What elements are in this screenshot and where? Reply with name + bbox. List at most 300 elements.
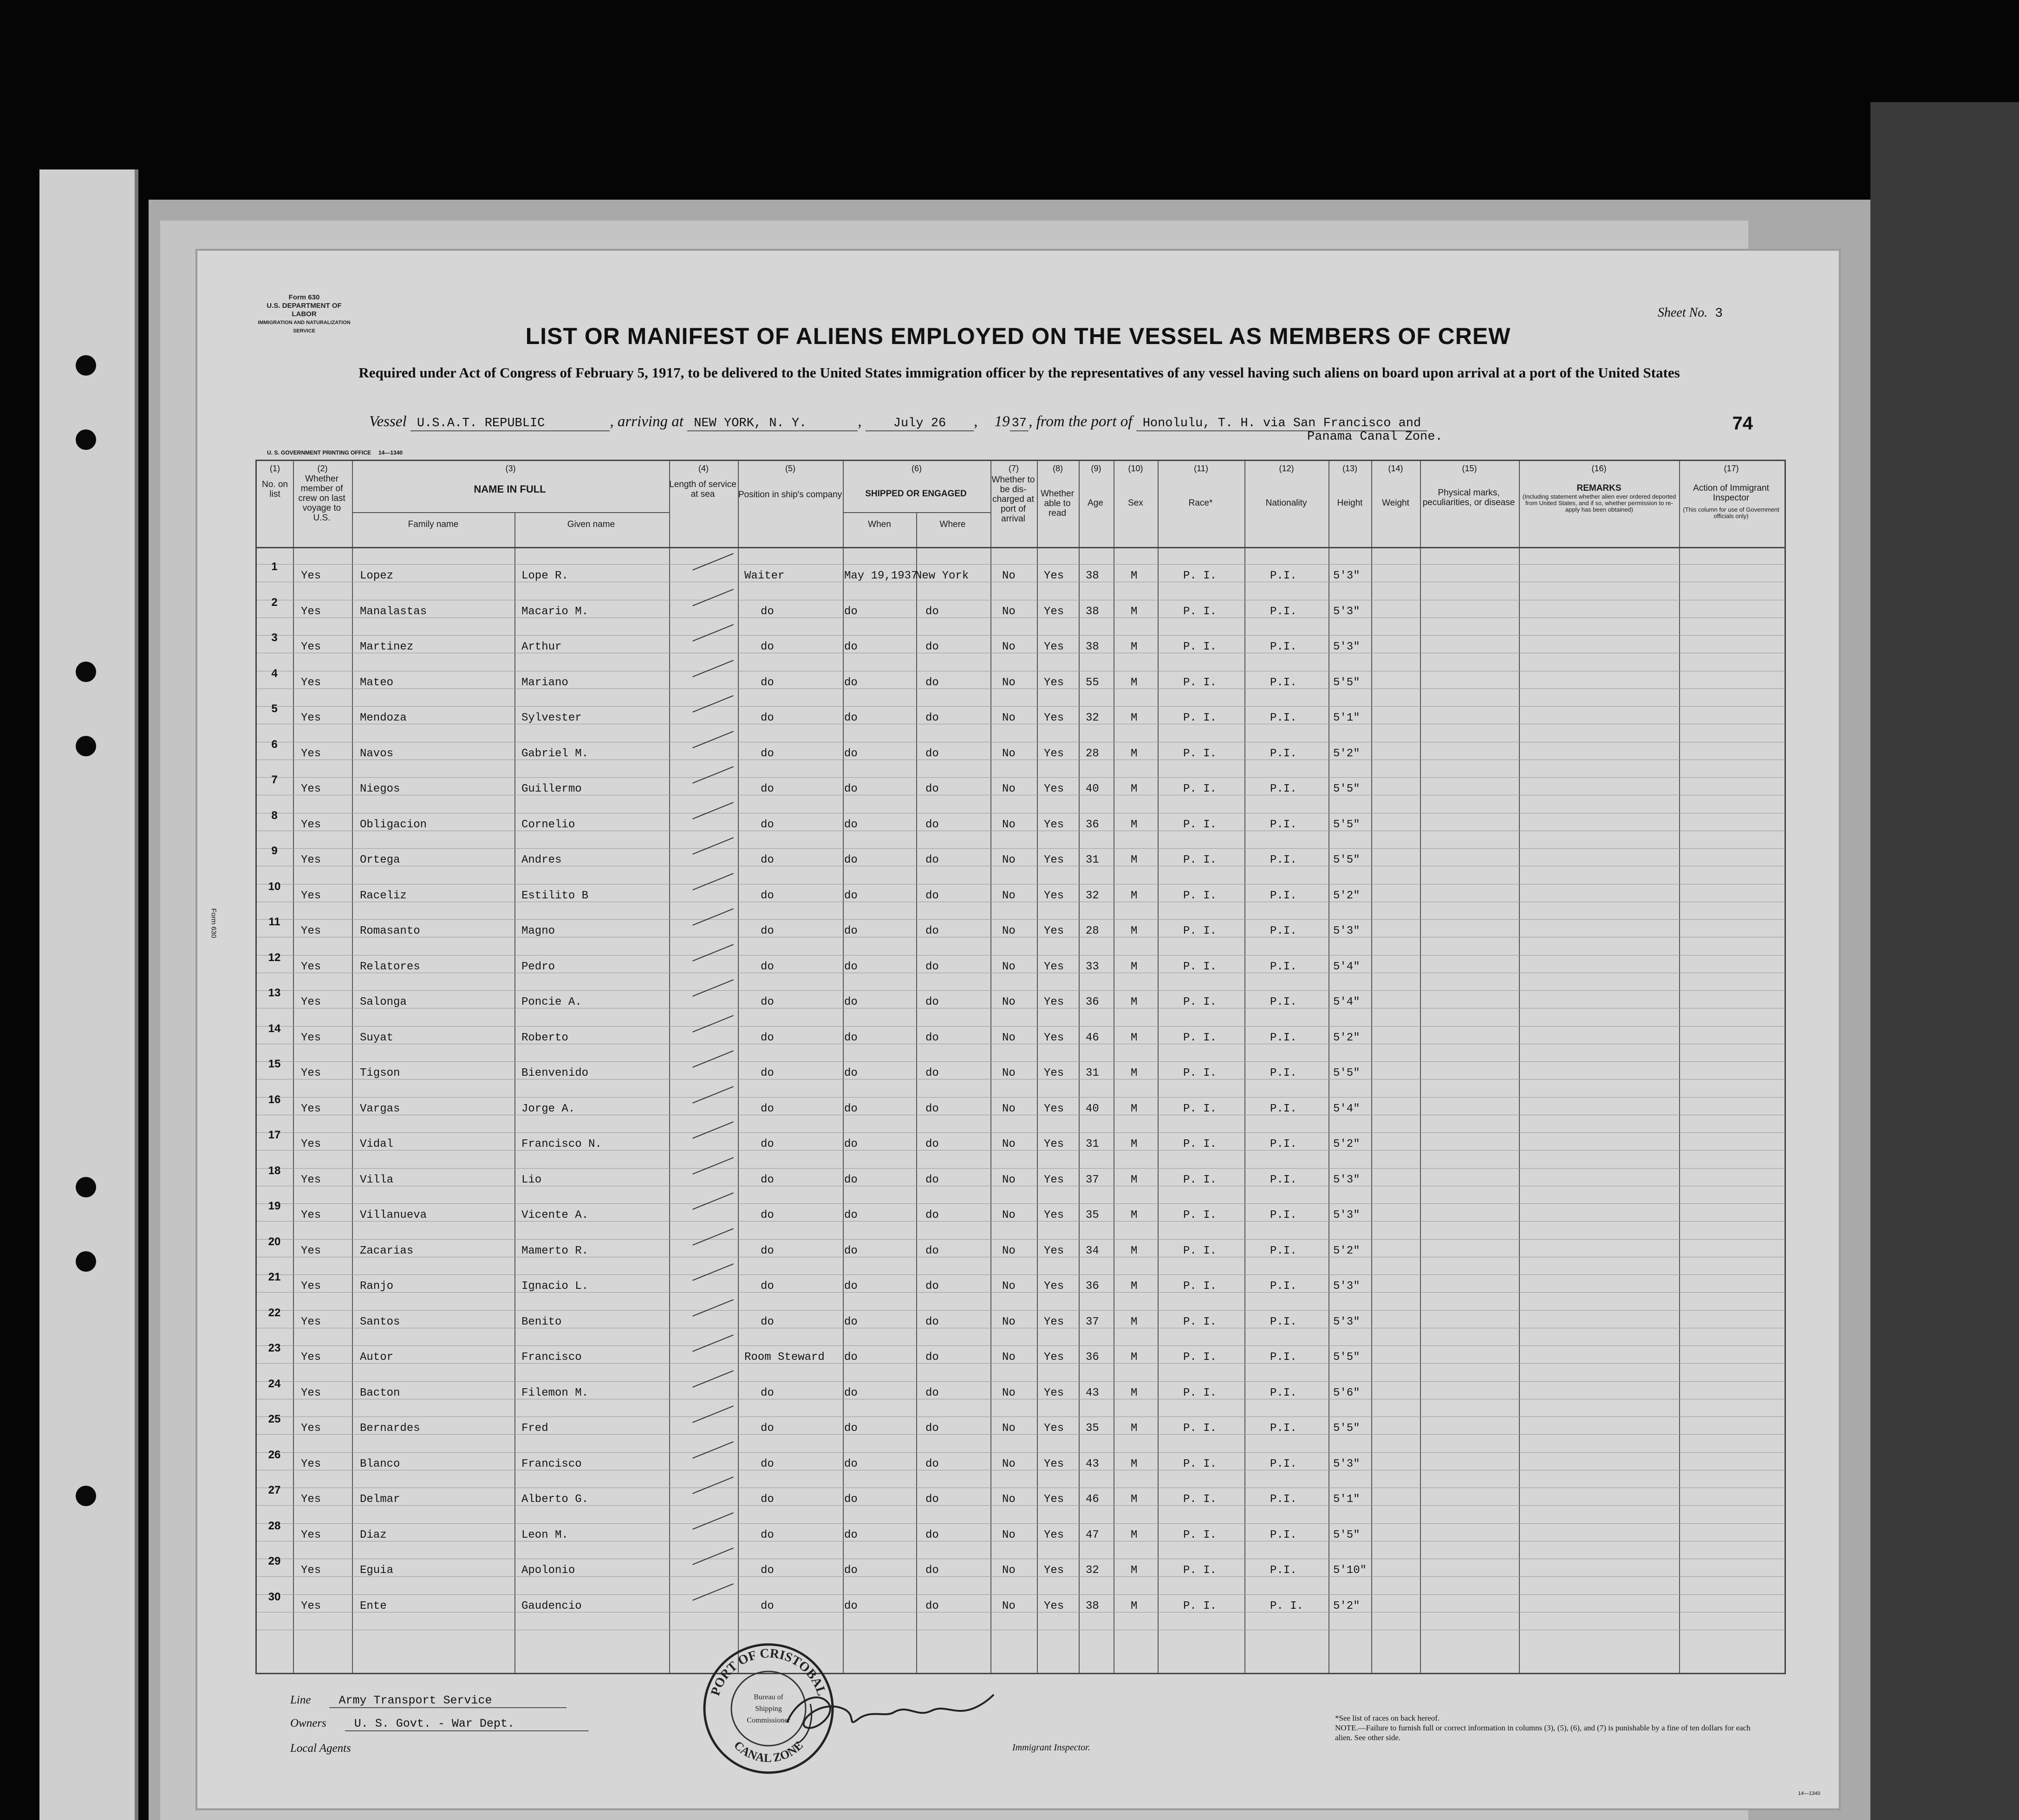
column-number: (2) bbox=[317, 464, 328, 473]
cell-given: Leon M. bbox=[521, 1528, 568, 1541]
cell-sex: M bbox=[1131, 676, 1138, 689]
row-rule bbox=[257, 1274, 1785, 1275]
sheet-label: Sheet No. bbox=[1657, 306, 1708, 320]
cell-when: do bbox=[844, 1067, 858, 1079]
service-tick-mark bbox=[692, 1263, 734, 1280]
cell-sex: M bbox=[1131, 889, 1138, 902]
row-rule bbox=[257, 1239, 1785, 1240]
cell-when: do bbox=[844, 1244, 858, 1257]
cell-height: 5'2" bbox=[1333, 1138, 1360, 1150]
cell-crew: Yes bbox=[301, 960, 321, 973]
cell-sex: M bbox=[1131, 1422, 1138, 1435]
cell-nationality: P.I. bbox=[1270, 1138, 1297, 1150]
cell-nationality: P.I. bbox=[1270, 1067, 1297, 1079]
cell-read: Yes bbox=[1044, 1457, 1064, 1470]
cell-when: do bbox=[844, 1422, 858, 1435]
cell-discharged: No bbox=[1002, 1067, 1016, 1079]
cell-when: do bbox=[844, 996, 858, 1008]
cell-nationality: P.I. bbox=[1270, 1386, 1297, 1399]
cell-age: 46 bbox=[1086, 1493, 1099, 1506]
column-number: (14) bbox=[1388, 464, 1403, 473]
column-number: (12) bbox=[1279, 464, 1294, 473]
service-tick-mark bbox=[692, 908, 734, 925]
cell-family: Ortega bbox=[360, 854, 400, 866]
col-race-header: Race* bbox=[1188, 498, 1213, 508]
row-rule bbox=[257, 706, 1785, 707]
cell-race: P. I. bbox=[1183, 641, 1217, 653]
cell-family: Raceliz bbox=[360, 889, 407, 902]
cell-when: do bbox=[844, 1351, 858, 1364]
row-rule bbox=[257, 1452, 1785, 1453]
cell-discharged: No bbox=[1002, 1599, 1016, 1612]
cell-nationality: P.I. bbox=[1270, 712, 1297, 724]
cell-given: Benito bbox=[521, 1315, 562, 1328]
cell-sex: M bbox=[1131, 925, 1138, 937]
service-tick-mark bbox=[692, 979, 734, 996]
row-rule bbox=[257, 635, 1785, 636]
cell-family: Ranjo bbox=[360, 1280, 394, 1293]
cell-race: P. I. bbox=[1183, 1102, 1217, 1115]
cell-discharged: No bbox=[1002, 605, 1016, 618]
col-height-header: Height bbox=[1337, 498, 1363, 508]
service-tick-mark bbox=[692, 1050, 734, 1067]
cell-where: do bbox=[925, 1138, 939, 1150]
cell-where: do bbox=[925, 1564, 939, 1577]
cell-race: P. I. bbox=[1183, 925, 1217, 937]
cell-read: Yes bbox=[1044, 1173, 1064, 1186]
cell-age: 36 bbox=[1086, 1280, 1099, 1293]
col-weight-header: Weight bbox=[1382, 498, 1409, 508]
cell-discharged: No bbox=[1002, 641, 1016, 653]
cell-family: Lopez bbox=[360, 570, 394, 582]
cell-sex: M bbox=[1131, 570, 1138, 582]
cell-race: P. I. bbox=[1183, 605, 1217, 618]
service-tick-mark bbox=[692, 1512, 734, 1529]
owners-value: U. S. Govt. - War Dept. bbox=[345, 1717, 589, 1731]
cell-age: 37 bbox=[1086, 1173, 1099, 1186]
column-number: (15) bbox=[1462, 464, 1477, 473]
cell-discharged: No bbox=[1002, 818, 1016, 831]
column-rule bbox=[1244, 461, 1245, 1673]
column-rule bbox=[1420, 461, 1421, 1673]
cell-nationality: P. I. bbox=[1270, 1599, 1304, 1612]
service-tick-mark bbox=[692, 766, 734, 783]
row-number: 13 bbox=[268, 987, 281, 999]
cell-race: P. I. bbox=[1183, 1351, 1217, 1364]
cell-height: 5'2" bbox=[1333, 1244, 1360, 1257]
cell-crew: Yes bbox=[301, 1422, 321, 1435]
cell-discharged: No bbox=[1002, 1102, 1016, 1115]
binder-hole bbox=[76, 1177, 96, 1197]
cell-height: 5'3" bbox=[1333, 1315, 1360, 1328]
column-number: (3) bbox=[505, 464, 516, 473]
cell-when: do bbox=[844, 925, 858, 937]
cell-read: Yes bbox=[1044, 1351, 1064, 1364]
cell-nationality: P.I. bbox=[1270, 1209, 1297, 1222]
column-number: (4) bbox=[698, 464, 709, 473]
cell-discharged: No bbox=[1002, 747, 1016, 760]
cell-given: Filemon M. bbox=[521, 1386, 589, 1399]
row-number: 11 bbox=[268, 916, 280, 928]
cell-sex: M bbox=[1131, 1493, 1138, 1506]
cell-given: Mamerto R. bbox=[521, 1244, 589, 1257]
cell-crew: Yes bbox=[301, 1457, 321, 1470]
row-rule bbox=[257, 919, 1785, 920]
owners-label: Owners bbox=[290, 1717, 326, 1729]
cell-sex: M bbox=[1131, 605, 1138, 618]
column-number: (6) bbox=[912, 464, 922, 473]
cell-sex: M bbox=[1131, 1138, 1138, 1150]
cell-position: do bbox=[761, 1528, 774, 1541]
cell-position: do bbox=[761, 925, 774, 937]
cell-family: Blanco bbox=[360, 1457, 400, 1470]
cell-crew: Yes bbox=[301, 889, 321, 902]
cell-position: Waiter bbox=[744, 570, 785, 582]
cell-given: Poncie A. bbox=[521, 996, 582, 1008]
row-rule bbox=[257, 1221, 1785, 1222]
column-rule bbox=[669, 461, 670, 1673]
row-rule bbox=[257, 1363, 1785, 1364]
cell-family: Villanueva bbox=[360, 1209, 427, 1222]
cell-family: Suyat bbox=[360, 1031, 394, 1044]
cell-sex: M bbox=[1131, 1386, 1138, 1399]
agents-field bbox=[290, 1742, 351, 1755]
cell-sex: M bbox=[1131, 818, 1138, 831]
service-tick-mark bbox=[692, 1370, 734, 1387]
cell-crew: Yes bbox=[301, 1067, 321, 1079]
cell-nationality: P.I. bbox=[1270, 996, 1297, 1008]
column-rule bbox=[990, 461, 991, 1673]
inspector-signature bbox=[778, 1671, 1001, 1746]
cell-height: 5'3" bbox=[1333, 1280, 1360, 1293]
cell-nationality: P.I. bbox=[1270, 1031, 1297, 1044]
cell-discharged: No bbox=[1002, 570, 1016, 582]
cell-age: 32 bbox=[1086, 1564, 1099, 1577]
header-rule bbox=[257, 547, 1785, 548]
cell-position: do bbox=[761, 641, 774, 653]
column-number: (17) bbox=[1724, 464, 1739, 473]
cell-when: do bbox=[844, 1138, 858, 1150]
stamp-bottom-text: CANAL ZONE bbox=[731, 1738, 806, 1765]
service-tick-mark bbox=[692, 837, 734, 854]
page-title: LIST OR MANIFEST OF ALIENS EMPLOYED ON THE VESSEL AS MEMBERS OF CREW bbox=[525, 323, 1511, 349]
cell-position: do bbox=[761, 1173, 774, 1186]
column-number: (1) bbox=[270, 464, 280, 473]
cell-discharged: No bbox=[1002, 960, 1016, 973]
service-tick-mark bbox=[692, 1192, 734, 1209]
row-number: 6 bbox=[271, 738, 278, 751]
row-rule bbox=[257, 1523, 1785, 1524]
service-tick-mark bbox=[692, 802, 734, 819]
cell-nationality: P.I. bbox=[1270, 1457, 1297, 1470]
cell-race: P. I. bbox=[1183, 818, 1217, 831]
cell-when: do bbox=[844, 1493, 858, 1506]
cell-discharged: No bbox=[1002, 1315, 1016, 1328]
cell-when: do bbox=[844, 712, 858, 724]
cell-sex: M bbox=[1131, 1031, 1138, 1044]
cell-race: P. I. bbox=[1183, 1457, 1217, 1470]
cell-race: P. I. bbox=[1183, 676, 1217, 689]
cell-height: 5'5" bbox=[1333, 1422, 1360, 1435]
cell-age: 35 bbox=[1086, 1209, 1099, 1222]
cell-given: Arthur bbox=[521, 641, 562, 653]
cell-height: 5'1" bbox=[1333, 1493, 1360, 1506]
col-action-header: Action of Immigrant Inspector bbox=[1693, 483, 1769, 503]
binder-hole bbox=[76, 662, 96, 682]
cell-crew: Yes bbox=[301, 712, 321, 724]
cell-nationality: P.I. bbox=[1270, 1315, 1297, 1328]
cell-nationality: P.I. bbox=[1270, 854, 1297, 866]
cell-race: P. I. bbox=[1183, 1315, 1217, 1328]
service-tick-mark bbox=[692, 873, 734, 890]
column-rule bbox=[1679, 461, 1680, 1673]
cell-race: P. I. bbox=[1183, 1422, 1217, 1435]
cell-position: Room Steward bbox=[744, 1351, 825, 1364]
cell-read: Yes bbox=[1044, 1422, 1064, 1435]
cell-family: Navos bbox=[360, 747, 394, 760]
cell-given: Francisco N. bbox=[521, 1138, 602, 1150]
cell-given: Pedro bbox=[521, 960, 555, 973]
service-tick-mark bbox=[692, 1157, 734, 1174]
cell-race: P. I. bbox=[1183, 889, 1217, 902]
row-number: 22 bbox=[268, 1306, 281, 1319]
cell-age: 31 bbox=[1086, 854, 1099, 866]
cell-family: Bacton bbox=[360, 1386, 400, 1399]
cell-family: Ente bbox=[360, 1599, 387, 1612]
cell-race: P. I. bbox=[1183, 960, 1217, 973]
cell-given: Estilito B bbox=[521, 889, 589, 902]
cell-age: 32 bbox=[1086, 889, 1099, 902]
cell-where: do bbox=[925, 1528, 939, 1541]
cell-when: do bbox=[844, 747, 858, 760]
row-number: 21 bbox=[268, 1271, 281, 1283]
column-number: (7) bbox=[1009, 464, 1019, 473]
cell-when: do bbox=[844, 1386, 858, 1399]
dark-edge bbox=[1870, 102, 2019, 1820]
cell-family: Autor bbox=[360, 1351, 394, 1364]
row-number: 17 bbox=[268, 1129, 281, 1141]
cell-read: Yes bbox=[1044, 570, 1064, 582]
cell-where: do bbox=[925, 1067, 939, 1079]
cell-sex: M bbox=[1131, 1067, 1138, 1079]
cell-sex: M bbox=[1131, 747, 1138, 760]
cell-crew: Yes bbox=[301, 1209, 321, 1222]
cell-read: Yes bbox=[1044, 783, 1064, 795]
cell-sex: M bbox=[1131, 1528, 1138, 1541]
row-rule bbox=[257, 1097, 1785, 1098]
cell-when: do bbox=[844, 818, 858, 831]
cell-crew: Yes bbox=[301, 1138, 321, 1150]
cell-sex: M bbox=[1131, 1564, 1138, 1577]
cell-height: 5'3" bbox=[1333, 641, 1360, 653]
voyage-line: Vessel U.S.A.T. REPUBLIC , arriving at NEW YORK, N. Y. , July 26 , 19 37 , from the port of Honolulu, T. H. via San Francisco and bbox=[369, 413, 1427, 430]
cell-crew: Yes bbox=[301, 1564, 321, 1577]
col-nationality-header: Nationality bbox=[1265, 498, 1307, 508]
cell-position: do bbox=[761, 889, 774, 902]
column-rule bbox=[916, 512, 917, 1673]
row-rule bbox=[257, 1434, 1785, 1435]
row-number: 8 bbox=[271, 809, 278, 822]
cell-when: do bbox=[844, 1528, 858, 1541]
row-number: 26 bbox=[268, 1448, 281, 1461]
cell-crew: Yes bbox=[301, 747, 321, 760]
service-tick-mark bbox=[692, 944, 734, 961]
row-rule bbox=[257, 990, 1785, 991]
cell-family: Mendoza bbox=[360, 712, 407, 724]
cell-where: do bbox=[925, 1457, 939, 1470]
cell-discharged: No bbox=[1002, 1422, 1016, 1435]
cell-where: do bbox=[925, 854, 939, 866]
cell-position: do bbox=[761, 1386, 774, 1399]
cell-race: P. I. bbox=[1183, 570, 1217, 582]
col-position-header: Position in ship's company bbox=[738, 490, 842, 500]
cell-height: 5'3" bbox=[1333, 605, 1360, 618]
row-rule bbox=[257, 1026, 1785, 1027]
arrival-date: July 26 bbox=[866, 416, 974, 431]
column-rule bbox=[1158, 461, 1159, 1673]
col-read-header: Whether able to read bbox=[1041, 489, 1074, 518]
cell-height: 5'5" bbox=[1333, 1067, 1360, 1079]
cell-age: 38 bbox=[1086, 570, 1099, 582]
cell-where: do bbox=[925, 1351, 939, 1364]
cell-family: Salonga bbox=[360, 996, 407, 1008]
binder-hole bbox=[76, 1251, 96, 1272]
column-number: (8) bbox=[1053, 464, 1063, 473]
cell-crew: Yes bbox=[301, 1315, 321, 1328]
column-rule bbox=[1079, 461, 1080, 1673]
side-form-label: Form 630 bbox=[209, 908, 218, 938]
cell-discharged: No bbox=[1002, 1493, 1016, 1506]
cell-read: Yes bbox=[1044, 1138, 1064, 1150]
cell-read: Yes bbox=[1044, 1102, 1064, 1115]
cell-age: 38 bbox=[1086, 641, 1099, 653]
col-discharged-header: Whether to be dis-charged at port of arrival bbox=[991, 475, 1035, 524]
cell-read: Yes bbox=[1044, 1031, 1064, 1044]
cell-read: Yes bbox=[1044, 1209, 1064, 1222]
cell-where: do bbox=[925, 1173, 939, 1186]
cell-nationality: P.I. bbox=[1270, 1351, 1297, 1364]
cell-when: do bbox=[844, 1599, 858, 1612]
service-tick-mark bbox=[692, 553, 734, 570]
cell-read: Yes bbox=[1044, 996, 1064, 1008]
printing-office: U. S. GOVERNMENT PRINTING OFFICE bbox=[267, 449, 371, 456]
cell-sex: M bbox=[1131, 641, 1138, 653]
cell-height: 5'10" bbox=[1333, 1564, 1367, 1577]
cell-sex: M bbox=[1131, 1102, 1138, 1115]
col-remarks-header: REMARKS bbox=[1576, 483, 1622, 493]
cell-read: Yes bbox=[1044, 818, 1064, 831]
cell-nationality: P.I. bbox=[1270, 1564, 1297, 1577]
cell-age: 34 bbox=[1086, 1244, 1099, 1257]
row-number: 20 bbox=[268, 1235, 281, 1248]
cell-race: P. I. bbox=[1183, 1493, 1217, 1506]
cell-crew: Yes bbox=[301, 570, 321, 582]
cell-where: do bbox=[925, 605, 939, 618]
binder-hole bbox=[76, 736, 96, 756]
cell-where: do bbox=[925, 1209, 939, 1222]
cell-when: do bbox=[844, 960, 858, 973]
cell-height: 5'3" bbox=[1333, 925, 1360, 937]
cell-where: do bbox=[925, 996, 939, 1008]
column-number: (11) bbox=[1194, 464, 1208, 473]
cell-sex: M bbox=[1131, 712, 1138, 724]
service-tick-mark bbox=[692, 1476, 734, 1494]
cell-height: 5'3" bbox=[1333, 1457, 1360, 1470]
cell-height: 5'4" bbox=[1333, 1102, 1360, 1115]
cell-given: Macario M. bbox=[521, 605, 589, 618]
cell-height: 5'4" bbox=[1333, 996, 1360, 1008]
cell-nationality: P.I. bbox=[1270, 1102, 1297, 1115]
service-tick-mark bbox=[692, 1547, 734, 1565]
page-subtitle: Required under Act of Congress of February 5, 1917, to be delivered to the United States immigration officer by the representatives of any vessel having such aliens on board upon arrival at a port of the United States bbox=[358, 364, 1680, 381]
cell-sex: M bbox=[1131, 996, 1138, 1008]
cell-position: do bbox=[761, 747, 774, 760]
footer-notes bbox=[1335, 1713, 1753, 1742]
cell-when: do bbox=[844, 605, 858, 618]
cell-crew: Yes bbox=[301, 605, 321, 618]
cell-read: Yes bbox=[1044, 1067, 1064, 1079]
vessel-name: U.S.A.T. REPUBLIC bbox=[410, 416, 610, 431]
cell-read: Yes bbox=[1044, 747, 1064, 760]
row-rule bbox=[257, 777, 1785, 778]
cell-when: do bbox=[844, 1280, 858, 1293]
cell-crew: Yes bbox=[301, 1386, 321, 1399]
stamp-top-text: PORT OF CRISTOBAL bbox=[708, 1646, 829, 1698]
row-number: 15 bbox=[268, 1058, 281, 1070]
cell-family: Relatores bbox=[360, 960, 420, 973]
cell-discharged: No bbox=[1002, 1528, 1016, 1541]
cell-position: do bbox=[761, 1209, 774, 1222]
cell-read: Yes bbox=[1044, 854, 1064, 866]
stamp-inner-2: Shipping bbox=[755, 1705, 782, 1713]
row-rule bbox=[257, 1203, 1785, 1204]
service-tick-mark bbox=[692, 624, 734, 641]
cell-height: 5'5" bbox=[1333, 818, 1360, 831]
cell-when: do bbox=[844, 1102, 858, 1115]
cell-position: do bbox=[761, 960, 774, 973]
cell-family: Niegos bbox=[360, 783, 400, 795]
stamp-inner-1: Bureau of bbox=[754, 1693, 783, 1701]
cell-given: Lope R. bbox=[521, 570, 568, 582]
cell-where: New York bbox=[915, 570, 969, 582]
row-rule bbox=[257, 1594, 1785, 1595]
cell-race: P. I. bbox=[1183, 1067, 1217, 1079]
row-number: 14 bbox=[268, 1022, 281, 1035]
cell-sex: M bbox=[1131, 783, 1138, 795]
column-rule bbox=[352, 461, 353, 1673]
cell-position: do bbox=[761, 1493, 774, 1506]
binder-strip bbox=[39, 169, 138, 1820]
cell-discharged: No bbox=[1002, 889, 1016, 902]
cell-nationality: P.I. bbox=[1270, 925, 1297, 937]
cell-sex: M bbox=[1131, 1351, 1138, 1364]
cell-sex: M bbox=[1131, 1173, 1138, 1186]
row-number: 3 bbox=[271, 631, 278, 644]
cell-given: Sylvester bbox=[521, 712, 582, 724]
cell-given: Ignacio L. bbox=[521, 1280, 589, 1293]
cell-given: Vicente A. bbox=[521, 1209, 589, 1222]
cell-sex: M bbox=[1131, 1457, 1138, 1470]
cell-position: do bbox=[761, 1422, 774, 1435]
row-rule bbox=[257, 1168, 1785, 1169]
sheet-number bbox=[1658, 306, 1723, 321]
cell-position: do bbox=[761, 1067, 774, 1079]
service-tick-mark bbox=[692, 1086, 734, 1103]
cell-age: 31 bbox=[1086, 1067, 1099, 1079]
note-penalty: NOTE.—Failure to furnish full or correct information in columns (3), (5), (6), and (7) is punishable by a fine of ten dollars for each alien. See other side. bbox=[1335, 1723, 1751, 1742]
cell-read: Yes bbox=[1044, 1493, 1064, 1506]
row-rule bbox=[257, 1310, 1785, 1311]
